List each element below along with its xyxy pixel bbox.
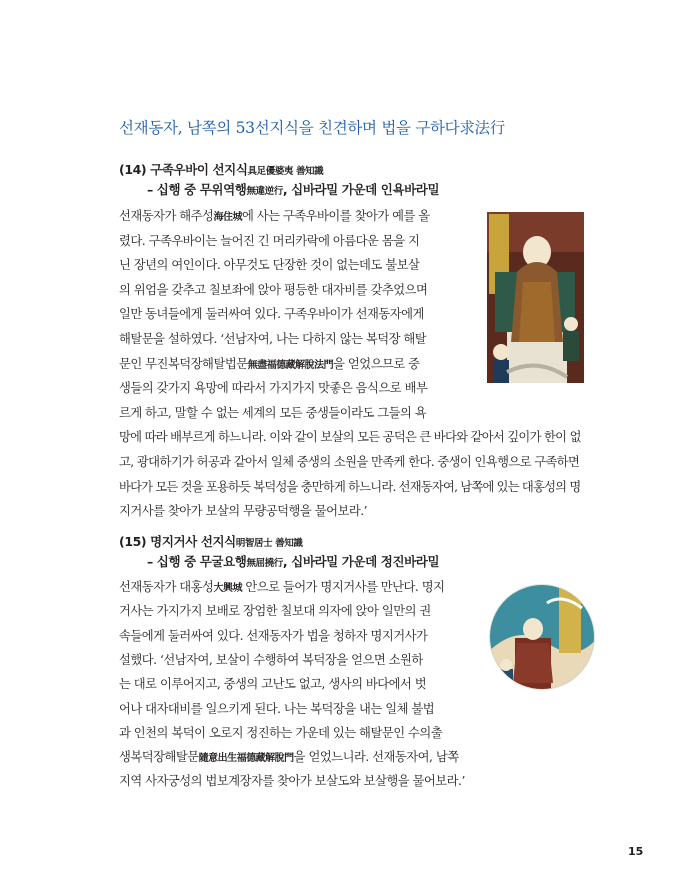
body-text: 생들의 갖가지 욕망에 따라서 가지가지 맛좋은 음식으로 배부: [119, 381, 428, 396]
section-14-subheading: [147, 180, 439, 198]
hanja-annotation: 海住城: [213, 212, 242, 223]
painting-2-svg: [487, 583, 597, 691]
body-text-line: [119, 674, 426, 692]
body-text-line: [119, 452, 579, 470]
body-text: 닌 장년의 여인이다. 아무것도 단장한 것이 없는데도 불보살: [119, 258, 420, 273]
section-15-sub-pre: – 십행 중 무굴요행: [147, 554, 247, 569]
body-text-line: [119, 601, 431, 619]
body-text: 속들에게 둘러싸여 있다. 선재동자가 법을 청하자 명지거사가: [119, 628, 428, 643]
body-text: 의 위엄을 갖추고 칠보좌에 앉아 평등한 대자비를 갖추었으며: [119, 282, 428, 297]
section-14-sub-pre: – 십행 중 무위역행: [147, 182, 247, 197]
body-text: 망에 따라 배부르게 하느니라. 이와 같이 보살의 모든 공덕은 큰 바다와 같아서 깊이가 한이 없: [119, 430, 581, 445]
hanja-annotation: 隨意出生福德藏解脫門: [198, 753, 294, 765]
body-text: 일만 동녀들에게 둘러싸여 있다. 구족우바이가 선재동자에게: [119, 307, 424, 322]
section-15-heading-main: (15) 명지거사 선지식: [119, 534, 236, 549]
body-text-line: [119, 723, 442, 741]
section-15-sub-hanja: 無屈撓行: [246, 558, 283, 569]
body-text-line: [119, 354, 420, 372]
body-text-line: [119, 577, 444, 595]
body-text: 고, 광대하기가 허공과 같아서 일체 중생의 소원을 만족케 한다. 중생이 인욕행으로 구족하면: [119, 455, 580, 469]
body-text: 르게 하고, 말할 수 없는 세계의 모든 중생들이라도 그들의 욕: [119, 405, 427, 420]
body-text-line: [119, 477, 580, 495]
body-text-line: [119, 255, 419, 273]
body-text: 렸다. 구족우바이는 늘어진 긴 머리카락에 아름다운 몸을 지: [119, 233, 420, 248]
body-text: 지역 사자궁성의 법보계장자를 찾아가 보살도와 보살행을 물어보라.’: [119, 774, 465, 789]
body-text-line: [119, 626, 427, 644]
body-text: 선재동자가 대홍성: [119, 580, 214, 594]
body-text: 안으로 들어가 명지거사를 만난다. 명지: [241, 580, 445, 594]
body-text-line: [119, 378, 427, 396]
body-text: 는 대로 이루어지고, 중생의 고난도 없고, 생사의 바다에서 벗: [119, 677, 427, 692]
body-text: 생복덕장해탈문: [119, 750, 199, 765]
body-text-line: [119, 403, 426, 421]
painting-gujok-upasika: [487, 212, 584, 383]
body-text-line: [119, 231, 419, 249]
section-14-sub-hanja: 無違逆行: [246, 186, 283, 197]
body-text-line: [119, 280, 427, 298]
body-text: 바다가 모든 것을 포용하듯 복덕성을 충만하게 하느니라. 선재동자여, 남쪽에 있는 대홍성의 명: [119, 479, 581, 494]
section-14-heading-main: (14) 구족우바이 선지식: [119, 162, 248, 177]
body-text: 선재동자가 해주성: [119, 209, 214, 223]
body-text: 을 얻었으므로 중: [333, 356, 420, 371]
body-text: 어나 대자대비를 일으키게 된다. 나는 복덕장을 내는 일체 불법: [119, 701, 435, 716]
body-text-line: [119, 771, 465, 789]
section-15-sub-post: , 십바라밀 가운데 정진바라밀: [282, 554, 440, 569]
page-title: 선재동자, 남쪽의 53선지식을 친견하며 법을 구하다求法行: [119, 119, 505, 137]
body-text-line: [119, 304, 424, 322]
section-14-heading: [119, 160, 323, 178]
body-text-line: [119, 699, 434, 717]
section-14-heading-hanja: 具足優婆夷 善知識: [247, 166, 324, 177]
body-text: 설했다. ‘선남자여, 보살이 수행하여 복덕장을 얻으면 소원하: [119, 652, 423, 667]
section-14-sub-post: , 십바라밀 가운데 인욕바라밀: [282, 182, 440, 197]
page-number: 15: [628, 845, 644, 858]
painting-1-svg: [487, 212, 584, 383]
body-text: 지거사를 찾아가 보살의 무량공덕행을 물어보라.’: [119, 504, 368, 519]
body-text: 거사는 가지가지 보배로 장엄한 칠보대 의자에 앉아 일만의 권: [119, 604, 431, 619]
body-text: 해탈문을 설하였다. ‘선남자여, 나는 다하지 않는 복덕장 해탈: [119, 332, 427, 346]
body-text: 문인 무진복덕장해탈법문: [119, 356, 248, 371]
body-text-line: [119, 747, 459, 765]
hanja-annotation: 大興城: [213, 583, 242, 594]
section-15-subheading: [147, 552, 439, 570]
section-15-heading-hanja: 明智居士 善知識: [235, 538, 303, 549]
painting-myeongji-geosa: [487, 583, 597, 691]
section-15-heading: [119, 532, 302, 550]
body-text-line: [119, 206, 430, 224]
body-text: 과 인천의 복덕이 오로지 정진하는 가운데 있는 해탈문인 수의출: [119, 725, 443, 740]
body-text: 에 사는 구족우바이를 찾아가 예를 올: [241, 209, 430, 223]
body-text-line: [119, 329, 426, 347]
body-text: 을 얻었느니라. 선재동자여, 남쪽: [293, 750, 459, 765]
body-text-line: [119, 650, 423, 668]
hanja-annotation: 無盡福德藏解脫法門: [247, 359, 334, 371]
body-text-line: [119, 427, 581, 445]
body-text-line: [119, 501, 367, 519]
